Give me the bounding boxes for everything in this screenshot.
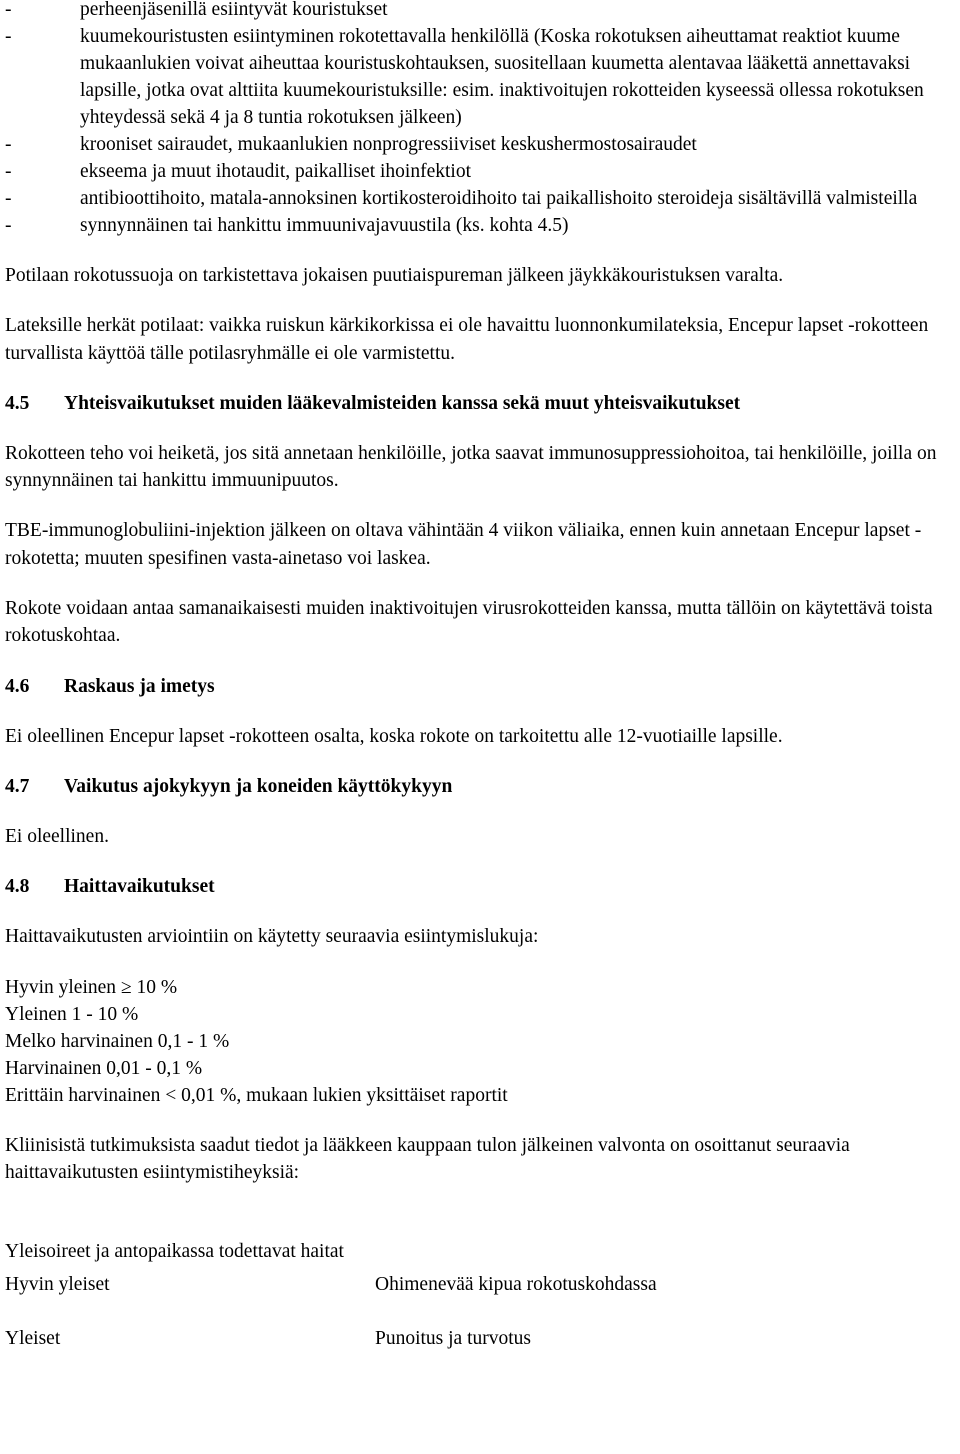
frequency-item: Melko harvinainen 0,1 - 1 % [5,1030,230,1052]
paragraph: Ei oleellinen. [5,825,109,847]
paragraph: Kliinisistä tutkimuksista saadut tiedot ja lääkkeen kauppaan tulon jälkeinen valvonta on osoittanut seuraavia haittavaikutusten esiintymistiheyksiä: [5,1134,850,1183]
frequency-item: Harvinainen 0,01 - 0,1 % [5,1057,203,1079]
paragraph: Rokote voidaan antaa samanaikaisesti muiden inaktivoitujen virusrokotteiden kanssa, mutta tällöin on käytettävä toista rokotuskohtaa. [5,598,933,647]
section-heading-4-6 [5,673,957,700]
table-row [5,1325,957,1352]
effect-cell: Ohimenevää kipua rokotuskohdassa [375,1274,657,1296]
tetanus-paragraph: Potilaan rokotussuoja on tarkistettava jokaisen puutiaispureman jälkeen jäykkäkouristuksen varalta. [5,265,784,286]
section-title: Haittavaikutukset [64,876,215,898]
list-item: - antibioottihoito, matala-annoksinen kortikosteroidihoito tai paikallishoito steroideja sisältävillä valmisteilla [5,185,957,212]
section-number: 4.5 [5,392,30,414]
frequency-cell: Hyvin yleiset [5,1274,110,1296]
frequency-list [5,974,957,1109]
section-number: 4.6 [5,675,30,697]
list-item: - krooniset sairaudet, mukaanlukien nonprogressiiviset keskushermostosairaudet [5,131,957,158]
section-heading-4-5 [5,390,957,417]
section-number: 4.8 [5,876,30,898]
bullet-dash: - [5,215,12,236]
section-title: Yhteisvaikutukset muiden lääkevalmisteiden kanssa sekä muut yhteisvaikutukset [64,392,741,414]
paragraph: Rokotteen teho voi heiketä, jos sitä annetaan henkilöille, jotka saavat immunosuppressiohoitoa, tai henkilöille, joilla on synnynnäinen tai hankittu immuunipuutos. [5,442,937,492]
paragraph: Ei oleellinen Encepur lapset -rokotteen osalta, koska rokote on tarkoitettu alle 12-vuotiaille lapsille. [5,725,783,747]
frequency-item: Hyvin yleinen ≥ 10 % [5,976,178,998]
effect-cell: Punoitus ja turvotus [375,1328,532,1350]
section-title: Raskaus ja imetys [64,675,215,697]
frequency-item: Yleinen 1 - 10 % [5,1003,139,1025]
bullet-dash: - [5,26,12,47]
paragraph: TBE-immunoglobuliini-injektion jälkeen on oltava vähintään 4 viikon väliaika, ennen kuin annetaan Encepur lapset -rokotetta; muuten spesifinen vasta-ainetaso voi laskea. [5,520,922,569]
document-page [5,0,957,1352]
list-item: - perheenjäsenillä esiintyvät kouristukset [5,0,957,23]
latex-paragraph: Lateksille herkät potilaat: vaikka ruiskun kärkikorkissa ei ole havaittu luonnonkumilateksia, Encepur lapset -rokotteen turvallista käyttöä tälle potilasryhmälle ei ole varmistettu. [5,315,929,364]
bullet-dash: - [5,134,12,155]
frequency-cell: Yleiset [5,1328,61,1350]
section-number: 4.7 [5,775,30,797]
section-heading-4-8 [5,873,957,900]
table-row [5,1271,957,1298]
paragraph: Haittavaikutusten arviointiin on käytetty seuraavia esiintymislukuja: [5,926,539,948]
bullet-list [5,0,957,239]
list-item: - synnynnäinen tai hankittu immuunivajavuustila (ks. kohta 4.5) [5,212,957,239]
table-heading: Yleisoireet ja antopaikassa todettavat haitat [5,1241,344,1263]
list-item: - ekseema ja muut ihotaudit, paikalliset ihoinfektiot [5,158,957,185]
frequency-item: Erittäin harvinainen < 0,01 %, mukaan lukien yksittäiset raportit [5,1084,508,1106]
section-heading-4-7 [5,773,957,800]
list-item: - kuumekouristusten esiintyminen rokotettavalla henkilöllä (Koska rokotuksen aiheuttamat reaktiot kuume mukaanlukien voivat aiheuttaa kouristuskohtauksen, suositellaan kuumetta alentavaa lääkettä annettavaksi lapsille, jotka ovat alttiita kuumekouristuksille: esim. inaktivoitujen rokotteiden kyseessä ollessa rokotuksen yhteydessä sekä 4 ja 8 tuntia rokotuksen jälkeen) [5,23,957,131]
bullet-dash: - [5,161,12,182]
section-title: Vaikutus ajokykyyn ja koneiden käyttökykyyn [64,775,453,797]
bullet-dash: - [5,188,12,209]
bullet-dash: - [5,0,12,20]
